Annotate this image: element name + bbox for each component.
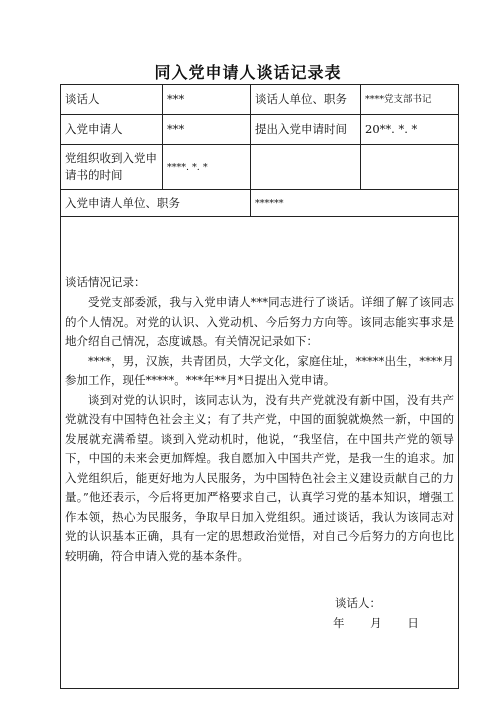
received-time-value: ****. *. * bbox=[163, 145, 251, 190]
applicant-value: *** bbox=[163, 115, 251, 145]
interviewer-label: 谈话人 bbox=[61, 85, 163, 115]
interviewer-value: *** bbox=[163, 85, 251, 115]
record-paragraph: 受党支部委派，我与入党申请人***同志进行了谈话。详细了解了该同志的个人情况。对党的认识、入党动机、今后努力方向等。该同志能实事求是地介绍自己情况，态度诚恳。有关情况记录如下： bbox=[65, 295, 454, 348]
date-month: 月 bbox=[370, 616, 382, 630]
record-cell bbox=[61, 217, 459, 689]
submit-time-value: 20**. *. * bbox=[361, 115, 459, 145]
interview-record-table bbox=[60, 84, 459, 689]
submit-time-label: 提出入党申请时间 bbox=[251, 115, 361, 145]
empty-cell bbox=[361, 145, 459, 190]
page-title: 同入党申请人谈话记录表 bbox=[154, 63, 342, 82]
table-row bbox=[61, 85, 459, 115]
record-heading: 谈话情况记录： bbox=[65, 275, 146, 289]
record-paragraph: ****，男，汉族，共青团员，大学文化，家庭住址，*****出生，****月参加工作，现任*****。***年**月*日提出入党申请。 bbox=[65, 353, 454, 387]
record-paragraph: 谈到对党的认识时，该同志认为，没有共产党就没有新中国，没有共产党就没有中国特色社会主义；有了共产党，中国的面貌就焕然一新，中国的发展就充满希望。谈到入党动机时，他说，“我坚信，在中国共产党的领导下，中国的未来会更加辉煌。我自愿加入中国共产党，是我一生的追求。加入党组织后，能更好地为人民服务，为中国特色社会主义建设贡献自己的力量。”他还表示，今后将更加严格要求自己，认真学习党的基本知识，增强工作本领，热心为民服务，争取早日加入党组织。通过谈话，我认为该同志对党的认识基本正确，具有一定的思想政治觉悟，对自己今后努力的方向也比较明确，符合申请入党的基本条件。 bbox=[65, 392, 454, 563]
applicant-label: 入党申请人 bbox=[61, 115, 163, 145]
empty-cell bbox=[251, 145, 361, 190]
table-row bbox=[61, 145, 459, 190]
interviewer-org-value: ****党支部书记 bbox=[361, 85, 459, 115]
received-time-label: 党组织收到入党申请书的时间 bbox=[61, 145, 163, 190]
date-day: 日 bbox=[407, 616, 419, 630]
date-year: 年 bbox=[333, 616, 345, 630]
table-row bbox=[61, 115, 459, 145]
applicant-org-label: 入党申请人单位、职务 bbox=[61, 190, 251, 217]
signature-date bbox=[65, 614, 454, 632]
applicant-org-value: ****** bbox=[251, 190, 459, 217]
table-row bbox=[61, 217, 459, 689]
table-row bbox=[61, 190, 459, 217]
interviewer-org-label: 谈话人单位、职务 bbox=[251, 85, 361, 115]
signature-label: 谈话人： bbox=[335, 596, 381, 610]
